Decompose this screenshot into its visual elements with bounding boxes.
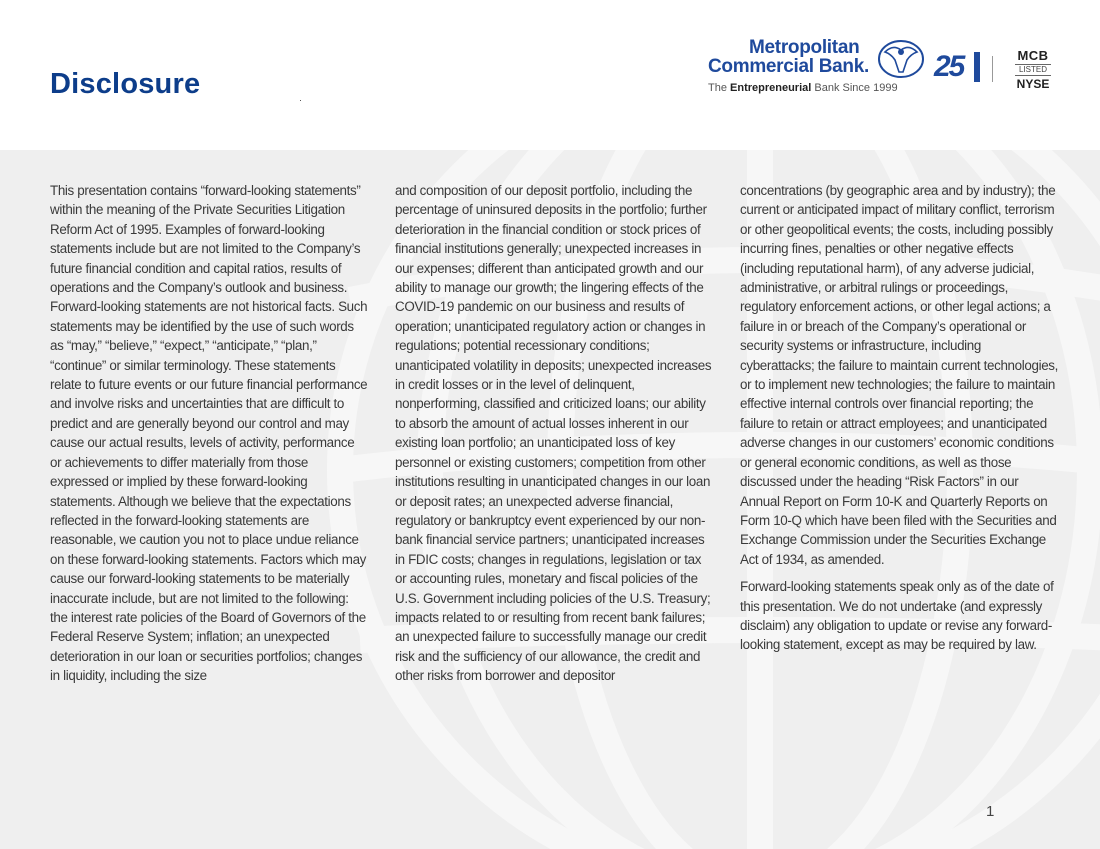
page-title: Disclosure [50, 68, 201, 100]
nyse-listing-badge [1009, 48, 1057, 91]
eagle-emblem-icon [875, 38, 927, 80]
logo-tagline [708, 82, 898, 94]
column-2-paragraph: and composition of our deposit portfolio, including the percentage of uninsured deposits in the portfolio; further deterioration in the financial condition or stock prices of financial institutions generally; unexpected increases in our expenses; different than anticipated growth and our ability to manage our growth; the lingering effects of the COVID-19 pandemic on our business and results of operation; unanticipated regulatory action or changes in regulations; potential recessionary conditions; unanticipated volatility in deposits; unexpected increases in credit losses or in the level of delinquent, nonperforming, classified and criticized loans; our ability to absorb the amount of actual losses inherent in our existing loan portfolio; an unanticipated loss of key personnel or existing customers; competition from other institutions resulting in unanticipated changes in our loan or deposit rates; an unexpected adverse financial, regulatory or bankruptcy event experienced by our non-bank financial service partners; unanticipated increases in FDIC costs; changes in regulations, legislation or tax or accounting rules, monetary and fiscal policies of the U.S. Government including policies of the U.S. Treasury; impacts related to or resulting from recent bank failures; an unexpected failure to successfully manage our credit risk and the sufficiency of our allowance, the credit and other risks from borrower and depositor [395, 183, 712, 684]
tagline-suffix: Bank Since 1999 [811, 82, 898, 94]
column-3-paragraph-2: Forward-looking statements speak only as of the date of this presentation. We do not undertake (and expressly disclaim) any obligation to update or revise any forward-looking statement, except as may be required by law. [740, 579, 1054, 653]
tagline-bold: Entrepreneurial [730, 82, 812, 94]
anniversary-years-bar [974, 52, 980, 82]
page-number: 1 [986, 803, 995, 820]
disclosure-column-3 [740, 181, 1058, 663]
disclosure-column-1 [50, 181, 368, 694]
column-1-paragraph: This presentation contains “forward-looking statements” within the meaning of the Private Securities Litigation Reform Act of 1995. Examples of forward-looking statements include but are not limited to the Company’s future financial condition and capital ratios, results of operations and the Company’s outlook and business. Forward-looking statements are not historical facts. Such statements may be identified by the use of such words as “may,” “believe,” “expect,” “anticipate,” “plan,” “continue” or similar terminology. These statements relate to future events or our future financial performance and involve risks and uncertainties that are difficult to predict and are generally beyond our control and may cause our actual results, levels of activity, performance or achievements to differ materially from those expressed or implied by these forward-looking statements. Although we believe that the expectations reflected in the forward-looking statements are reasonable, we caution you not to place undue reliance on these forward-looking statements. Factors which may cause our forward-looking statements to be materially inaccurate include, but are not limited to the following: the interest rate policies of the Board of Governors of the Federal Reserve System; inflation; an unexpected deterioration in our loan or securities portfolios; changes in liquidity, including the size [50, 183, 368, 684]
company-logo [705, 38, 1065, 100]
anniversary-badge [934, 50, 984, 84]
stray-dot [300, 100, 301, 101]
exchange-name: NYSE [1016, 77, 1050, 91]
disclosure-column-2 [395, 181, 713, 694]
logo-divider [992, 56, 993, 82]
column-3-paragraph-1: concentrations (by geographic area and by industry); the current or anticipated impact of military conflict, terrorism or other geopolitical events; the costs, including possibly incurring fines, penalties or other negative effects (including reputational harm), of any adverse judicial, administrative, or arbitral rulings or proceedings, regulatory enforcement actions, or other legal actions; a failure in or breach of the Company’s operational or security systems or infrastructure, including cyberattacks; the failure to maintain current technologies, or to implement new technologies; the failure to maintain effective internal controls over financial reporting; the failure to retain or attract employees; and unanticipated adverse changes in our customers’ economic conditions or general economic conditions, as well as those discussed under the heading “Risk Factors” in our Annual Report on Form 10-K and Quarterly Reports on Form 10-Q which have been filed with the Securities and Exchange Commission under the Securities Exchange Act of 1934, as amended. [740, 183, 1059, 567]
listed-label: LISTED [1015, 64, 1051, 76]
logo-name-line2: Commercial Bank. [708, 56, 869, 77]
ticker-symbol: MCB [1017, 48, 1049, 63]
anniversary-number: 25 [934, 50, 964, 83]
logo-name-line1: Metropolitan [749, 37, 860, 58]
tagline-prefix: The [708, 82, 731, 94]
